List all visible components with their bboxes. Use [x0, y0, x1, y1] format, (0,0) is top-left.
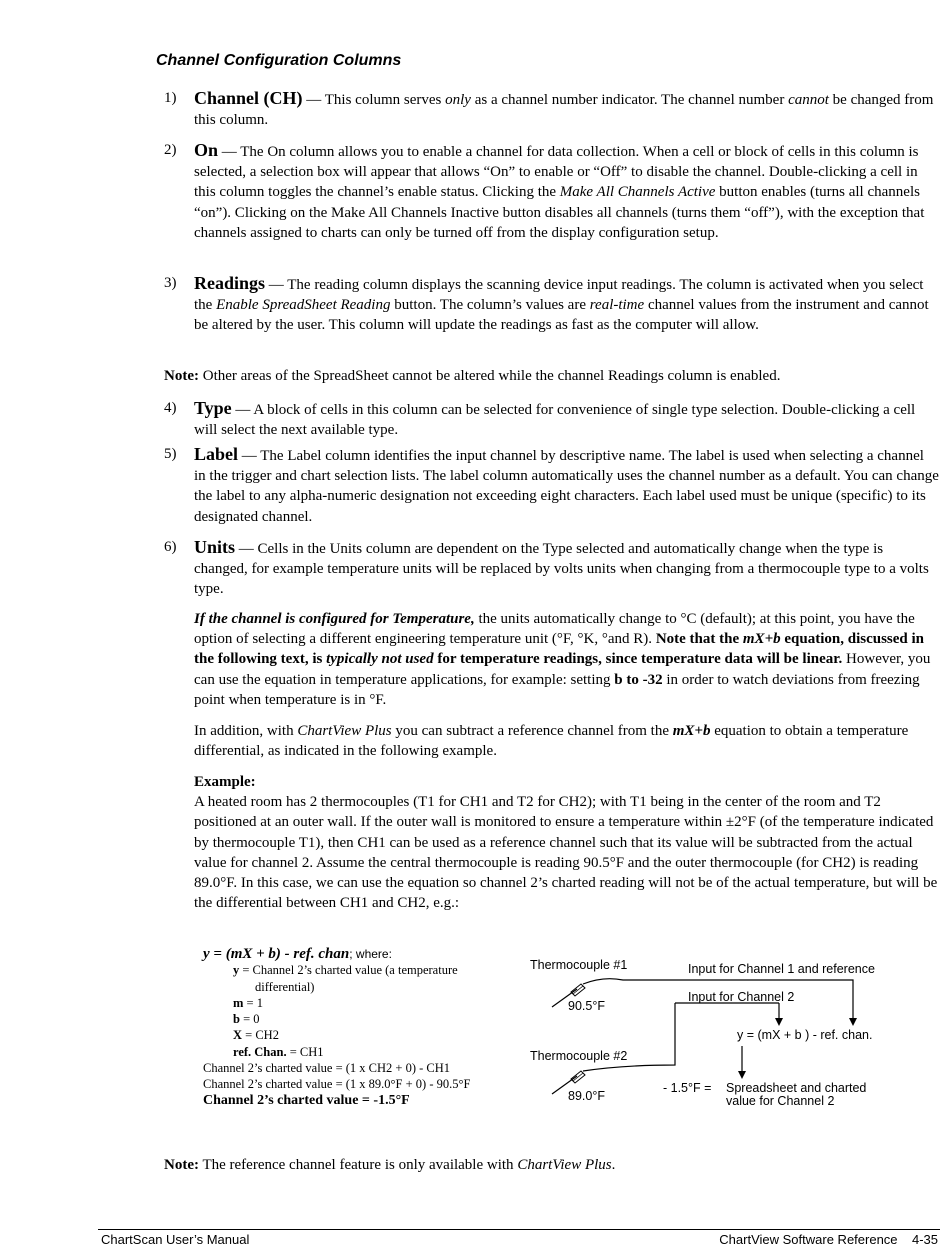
note-readings: [164, 366, 939, 386]
list-item-channel: [164, 88, 939, 130]
para-bold: b to -32: [614, 671, 663, 688]
equation-block: [203, 946, 523, 1109]
note-text: Other areas of the SpreadSheet cannot be altered while the channel Readings column is enabled.: [198, 368, 781, 384]
item-text: — The On column allows you to enable a channel for data collection. When a cell or block of cells in this column is selected, a selection box will appear that allows “On” to enable or “Off” to disable the channel. Double-clicking a cell in this column toggles the channel’s enable status. Clicking the: [194, 144, 919, 201]
note-chartview-plus: [164, 1155, 939, 1175]
list-item-units: [164, 537, 939, 600]
thermocouple-diagram: [525, 952, 925, 1122]
result-text-2: value for Channel 2: [726, 1094, 835, 1108]
note-text: The reference channel feature is only available with: [198, 1157, 518, 1173]
item-text: — The reading column displays the scanning device input readings. The column is activated when you select the: [194, 277, 924, 314]
var-ref-val: = CH1: [286, 1044, 324, 1059]
addition-paragraph: [194, 721, 939, 761]
var-y-desc: = Channel 2’s charted value (a temperature: [239, 963, 458, 978]
para-bold: equation, discussed in the following text, is: [194, 631, 925, 668]
temperature-paragraph: [194, 609, 939, 710]
var-y-desc-cont: differential): [255, 979, 315, 994]
example-text: A heated room has 2 thermocouples (T1 for CH1 and T2 for CH2); with T1 being in the center of the room and T2 positioned at an outer wall. If the outer wall is monitored to ensure a temperature within ±2°F (of the temperature indicated by thermocouple T1), then CH1 can be used as a reference channel such that its value will be subtracted from the actual value for channel 2. Assume the central thermocouple is reading 90.5°F and the outer thermocouple (for CH2) is reading 89.0°F. In this case, we can use the equation so channel 2’s charted reading will not be of the actual temperature, but will be the differential between CH1 and CH2, e.g.:: [194, 794, 938, 912]
list-item-type: [164, 398, 939, 440]
tc2-label: Thermocouple #2: [530, 1049, 628, 1063]
para-text: equation to obtain a temperature differential, as indicated in the following example.: [194, 723, 909, 760]
item-number: 6): [164, 539, 177, 555]
term-units: Units: [194, 537, 236, 557]
result-text-1: Spreadsheet and charted: [726, 1081, 867, 1095]
tc1-label: Thermocouple #1: [530, 958, 628, 972]
input2-label: Input for Channel 2: [688, 990, 795, 1004]
example-label: Example:: [194, 774, 256, 790]
diagram-equation: y = (mX + b ) - ref. chan.: [737, 1028, 873, 1042]
para-text: In addition, with: [194, 723, 298, 739]
var-x-val: = CH2: [242, 1028, 279, 1043]
footer-left: ChartScan User’s Manual: [101, 1232, 250, 1247]
item-number: 4): [164, 400, 177, 416]
equation-where: ; where:: [349, 947, 392, 961]
item-text: button. The column’s values are: [390, 297, 590, 314]
item-text: — A block of cells in this column can be selected for convenience of single type selection. Double-clicking a cell will select the next available type.: [194, 402, 916, 439]
note-emphasis: ChartView Plus: [517, 1157, 612, 1173]
note-label: Note:: [164, 368, 199, 384]
item-number: 2): [164, 142, 177, 158]
item-emphasis: only: [445, 92, 471, 108]
input1-label: Input for Channel 1 and reference: [688, 962, 875, 976]
term-channel: Channel (CH): [194, 88, 303, 108]
var-m: m: [233, 995, 244, 1010]
item-text: be changed from this column.: [194, 92, 934, 129]
item-emphasis: Enable SpreadSheet Reading: [216, 297, 391, 314]
var-ref: ref. Chan.: [233, 1044, 287, 1059]
para-bold: for temperature readings, since temperature data will be linear.: [433, 651, 843, 668]
section-heading: Channel Configuration Columns: [156, 52, 402, 69]
equation-result: Channel 2’s charted value = -1.5°F: [203, 1092, 410, 1108]
item-number: 5): [164, 446, 177, 462]
note-label: Note:: [164, 1157, 199, 1173]
para-bold: Note that the: [655, 631, 743, 648]
footer-rule: [98, 1229, 940, 1230]
item-text: — This column serves: [302, 92, 446, 108]
para-bold-italic: mX+b: [742, 631, 781, 648]
term-label: Label: [194, 444, 239, 464]
term-type: Type: [194, 398, 232, 418]
para-italic: ChartView Plus: [297, 723, 392, 739]
term-on: On: [194, 140, 219, 160]
list-item-readings: [164, 273, 939, 336]
var-x: X: [233, 1028, 243, 1043]
tc2-temp: 89.0°F: [568, 1089, 605, 1103]
footer-right: ChartView Software Reference 4-35: [719, 1232, 938, 1247]
para-text: in order to watch deviations from freezing point when temperature is in °F.: [194, 671, 920, 708]
example-paragraph: [194, 772, 939, 913]
equation-main: y = (mX + b) - ref. chan: [203, 946, 350, 962]
item-text: button enables (turns all channels “on”). Clicking on the Make All Channels Inactive button disables all channels (turns them “off”), with the exception that channels assigned to charts can only be turned off from the display configuration setup.: [194, 184, 925, 241]
item-emphasis: cannot: [788, 92, 829, 108]
para-text: However, you can use the equation in temperature applications, for example: setting: [194, 651, 931, 688]
term-readings: Readings: [194, 273, 266, 293]
para-bold-italic: mX+b: [672, 723, 711, 739]
result-value: - 1.5°F =: [663, 1081, 712, 1095]
item-number: 3): [164, 275, 177, 291]
item-text: — Cells in the Units column are dependent on the Type selected and automatically change when the type is changed, for example temperature units will be replaced by volts units when changing from a thermocouple type to a volts type.: [194, 541, 929, 598]
para-bold-italic: If the channel is configured for Temperature,: [194, 611, 475, 627]
item-emphasis: Make All Channels Active: [559, 184, 716, 201]
item-text: channel values from the instrument and cannot be altered by the user. This column will update the readings as fast as the computer will allow.: [194, 297, 929, 334]
item-text: — The Label column identifies the input channel by descriptive name. The label is used when selecting a channel in the trigger and chart selection lists. The label column automatically uses the channel number as a default. You can change the label to any alpha-numeric designation not exceeding eight characters. Each label used must be unique (specific) to its designated channel.: [194, 448, 939, 525]
var-b-val: = 0: [239, 1012, 260, 1027]
item-number: 1): [164, 90, 177, 106]
item-text: as a channel number indicator. The channel number: [470, 92, 789, 108]
var-m-val: = 1: [243, 995, 263, 1010]
var-y: y: [233, 963, 240, 978]
tc1-temp: 90.5°F: [568, 999, 605, 1013]
para-bold-italic: typically not used: [326, 651, 434, 668]
note-text: .: [611, 1157, 616, 1173]
equation-line-2: Channel 2’s charted value = (1 x 89.0°F + 0) - 90.5°F: [203, 1077, 471, 1092]
equation-line-1: Channel 2’s charted value = (1 x CH2 + 0) - CH1: [203, 1061, 451, 1076]
list-item-on: [164, 140, 939, 243]
para-text: you can subtract a reference channel from the: [391, 723, 673, 739]
item-emphasis: real-time: [589, 297, 645, 314]
list-item-label: [164, 444, 939, 527]
para-text: the units automatically change to °C (default); at this point, you have the option of selecting a different engineering temperature unit (°F, °K, °and R).: [194, 611, 915, 648]
var-b: b: [233, 1012, 240, 1027]
